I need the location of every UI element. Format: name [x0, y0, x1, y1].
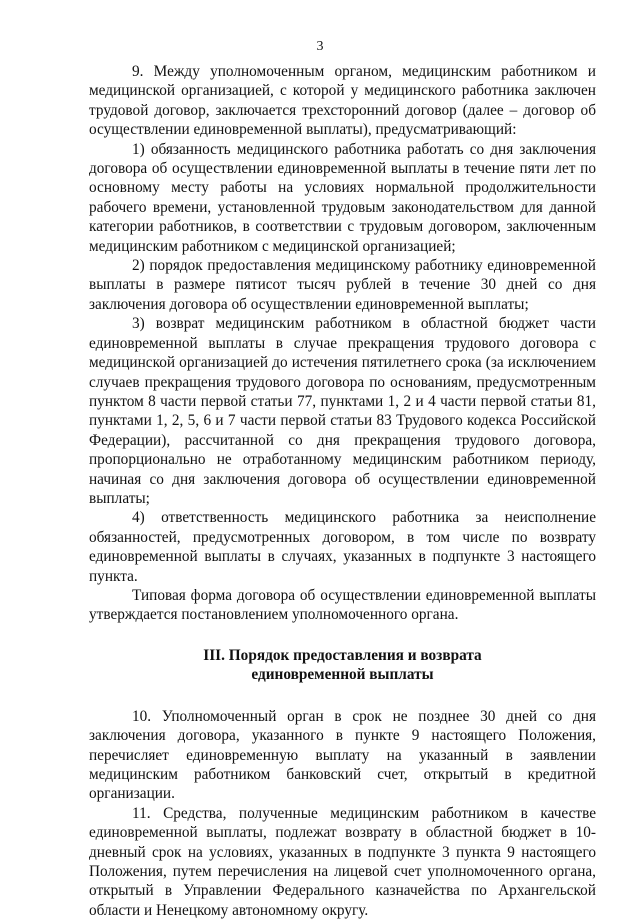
page-number: 3 — [316, 39, 324, 54]
section-heading-line-1: III. Порядок предоставления и возврата — [203, 646, 482, 664]
paragraph-11: 11. Средства, полученные медицинским работником в качестве единовременной выплаты, подлежат возврату в областной бюджет в 10-дневный срок на условиях, указанных в подпункте 3 пункта 9 настоящего Положения, путем перечисления на лицевой счет уполномоченного органа, открытый в Управлении Федерального казначейства по Архангельской области и Ненецкому автономному округу. — [89, 804, 596, 919]
subparagraph-2: 2) порядок предоставления медицинскому работнику единовременной выплаты в размере пятисот тысяч рублей в течение 30 дней со дня заключения договора об осуществлении единовременной выплаты; — [89, 257, 596, 313]
section-heading-line-2: единовременной выплаты — [251, 665, 434, 683]
subparagraph-4: 4) ответственность медицинского работника за неисполнение обязанностей, предусмотренных договором, в том числе по возврату единовременной выплаты в случаях, указанных в подпункте 3 настоящего пункта. — [89, 509, 596, 585]
subparagraph-3: 3) возврат медицинским работником в областной бюджет части единовременной выплаты в случае прекращения трудового договора с медицинской организацией до истечения пятилетнего срока (за исключением случаев прекращения трудового договора по основаниям, предусмотренным пунктом 8 части первой статьи 77, пунктами 1, 2 и 4 части первой статьи 81, пунктами 1, 2, 5, 6 и 7 части первой статьи 83 Трудового кодекса Российской Федерации), рассчитанной со дня прекращения трудового договора, пропорционально не отработанному медицинским работником периоду, начиная со дня заключения договора об осуществлении единовременной выплаты; — [89, 315, 596, 507]
document-body — [89, 62, 596, 920]
section-heading — [89, 646, 596, 684]
paragraph-10: 10. Уполномоченный орган в срок не позднее 30 дней со дня заключения договора, указанного в пункте 9 настоящего Положения, перечисляет единовременную выплату на указанный в заявлении медицинским работником банковский счет, открытый в кредитной организации. — [89, 707, 596, 803]
paragraph-standard-form: Типовая форма договора об осуществлении единовременной выплаты утверждается постановлением уполномоченного органа. — [89, 586, 596, 624]
subparagraph-1: 1) обязанность медицинского работника работать со дня заключения договора об осуществлении единовременной выплаты в течение пяти лет по основному месту работы на условиях нормальной продолжительности рабочего времени, установленной трудовым законодательством для данной категории работников, в соответствии с трудовым договором, заключенным медицинским работником с медицинской организацией; — [89, 140, 596, 255]
paragraph-9: 9. Между уполномоченным органом, медицинским работником и медицинской организацией, с которой у медицинского работника заключен трудовой договор, заключается трехсторонний договор (далее – договор об осуществлении единовременной выплаты), предусматривающий: — [89, 63, 596, 139]
